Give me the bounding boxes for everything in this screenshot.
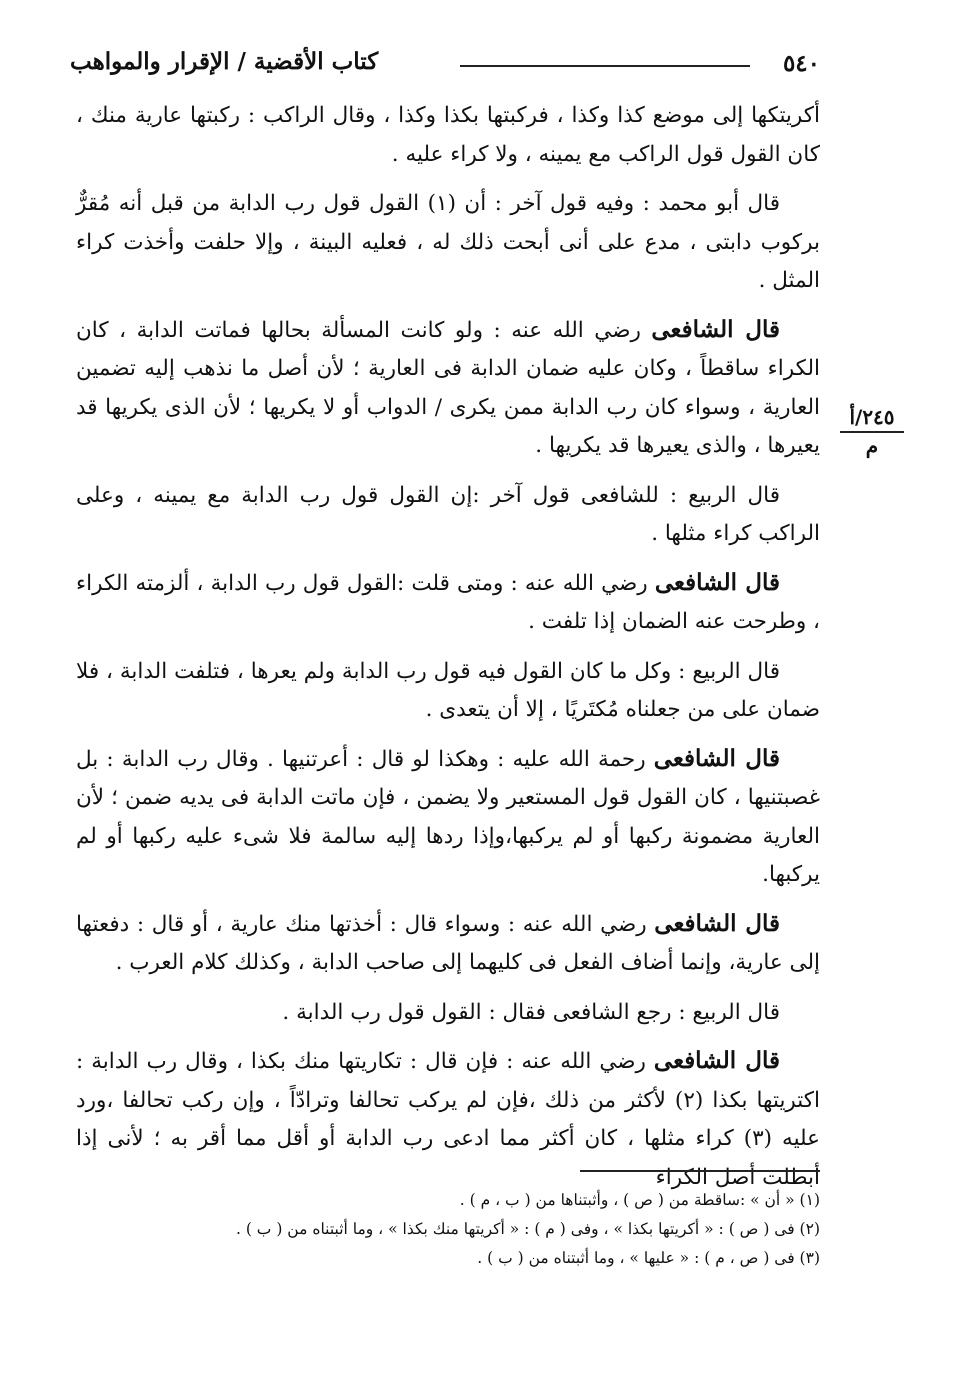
paragraph-text: قال أبو محمد : وفيه قول آخر : أن (١) القول قول رب الدابة من قبل أنه مُقرٌّ بركوب دابتى ، مدع على أنى أبحت ذلك له ، فعليه البينة ، وإلا حلفت وأخذت كراء المثل . bbox=[76, 191, 820, 293]
footnote: (١) « أن » :ساقطة من ( ص ) ، وأثبتناها من ( ب ، م ) . bbox=[459, 1191, 820, 1209]
page-header bbox=[70, 46, 820, 86]
running-title: كتاب الأقضية / الإقرار والمواهب bbox=[70, 48, 379, 75]
page-number: ٥٤٠ bbox=[782, 50, 820, 77]
speaker-heading: قال الشافعى bbox=[651, 315, 780, 343]
margin-manuscript-reference bbox=[840, 404, 904, 459]
footnotes bbox=[76, 1186, 820, 1273]
speaker-heading: قال الشافعى bbox=[654, 568, 781, 596]
paragraph bbox=[76, 96, 820, 174]
speaker-heading: قال الشافعى bbox=[653, 1047, 780, 1074]
paragraph-text: رضي الله عنه : ولو كانت المسألة بحالها فماتت الدابة ، كان الكراء ساقطاً ، وكان عليه ضمان الدابة فى العارية ؛ لأن أصل ما نذهب إليه تضمين العارية ، وسواء كان رب الدابة ممن يكرى / الدواب أو لا يكريها ؛ لأن الذى يكريها قد يعيرها ، والذى يعيرها قد يكريها . bbox=[76, 317, 820, 458]
footnote: (٣) فى ( ص ، م ) : « عليها » ، وما أثبتناه من ( ب ) . bbox=[477, 1249, 820, 1267]
paragraph-text: قال الربيع : وكل ما كان القول فيه قول رب الدابة ولم يعرها ، فتلفت الدابة ، فلا ضمان على من جعلناه مُكتَريًا ، إلا أن يتعدى . bbox=[76, 658, 820, 722]
paragraph-text: رضي الله عنه : ومتى قلت :القول قول رب الدابة ، ألزمته الكراء ، وطرحت عنه الضمان إذا تلفت . bbox=[76, 570, 820, 634]
paragraph bbox=[76, 1042, 820, 1197]
paragraph-text: أكريتكها إلى موضع كذا وكذا ، فركبتها بكذا وكذا ، وقال الراكب : ركبتها عارية منك ، كان القول قول الراكب مع يمينه ، ولا كراء عليه . bbox=[76, 103, 820, 167]
main-text bbox=[76, 96, 820, 1207]
paragraph-text: رضي الله عنه : وسواء قال : أخذتها منك عارية ، أو قال : دفعتها إلى عارية، وإنما أضاف الفعل فى كليهما إلى صاحب الدابة ، وكذلك كلام العرب . bbox=[76, 911, 820, 975]
speaker-heading: قال الشافعى bbox=[654, 909, 780, 937]
speaker-heading: قال الشافعى bbox=[653, 744, 780, 772]
margin-manuscript-siglum: م bbox=[865, 434, 879, 458]
paragraph bbox=[76, 740, 820, 895]
paragraph bbox=[76, 993, 820, 1033]
paragraph bbox=[76, 476, 820, 554]
paragraph-text: رضي الله عنه : فإن قال : تكاريتها منك بكذا ، وقال رب الدابة : اكتريتها بكذا (٢) لأكثر من ذلك ،فإن لم يركب تحالفا وترادّاً ، وإن ركب تحالفا ،ورد عليه (٣) كراء مثلها ، كان أكثر مما ادعى رب الدابة أو أقل مما أقر به ؛ لأنى إذا أبطلت أصل الكراء bbox=[76, 1049, 820, 1190]
paragraph bbox=[76, 311, 820, 466]
header-rule bbox=[460, 65, 750, 67]
paragraph-text: قال الربيع : رجع الشافعى فقال : القول قول رب الدابة . bbox=[282, 999, 780, 1025]
paragraph-text: قال الربيع : للشافعى قول آخر :إن القول قول رب الدابة مع يمينه ، وعلى الراكب كراء مثلها . bbox=[76, 482, 820, 546]
paragraph bbox=[76, 564, 820, 642]
footnote-separator bbox=[580, 1170, 820, 1172]
footnote: (٢) فى ( ص ) : « أكريتها بكذا » ، وفى ( م ) : « أكريتها منك بكذا » ، وما أثبتناه من ( ب ) . bbox=[235, 1220, 820, 1238]
paragraph-text: رحمة الله عليه : وهكذا لو قال : أعرتنيها . وقال رب الدابة : بل غصبتنيها ، كان القول قول المستعير ولا يضمن ، فإن ماتت الدابة فى يديه ضمن ؛ لأن العارية مضمونة ركبها أو لم يركبها،وإذا ردها إليه سالمة فلا شىء عليه ركبها أو لم يركبها. bbox=[76, 746, 820, 887]
paragraph bbox=[76, 184, 820, 301]
paragraph bbox=[76, 905, 820, 983]
margin-folio: ٢٤٥/أ bbox=[840, 404, 904, 433]
paragraph bbox=[76, 652, 820, 730]
